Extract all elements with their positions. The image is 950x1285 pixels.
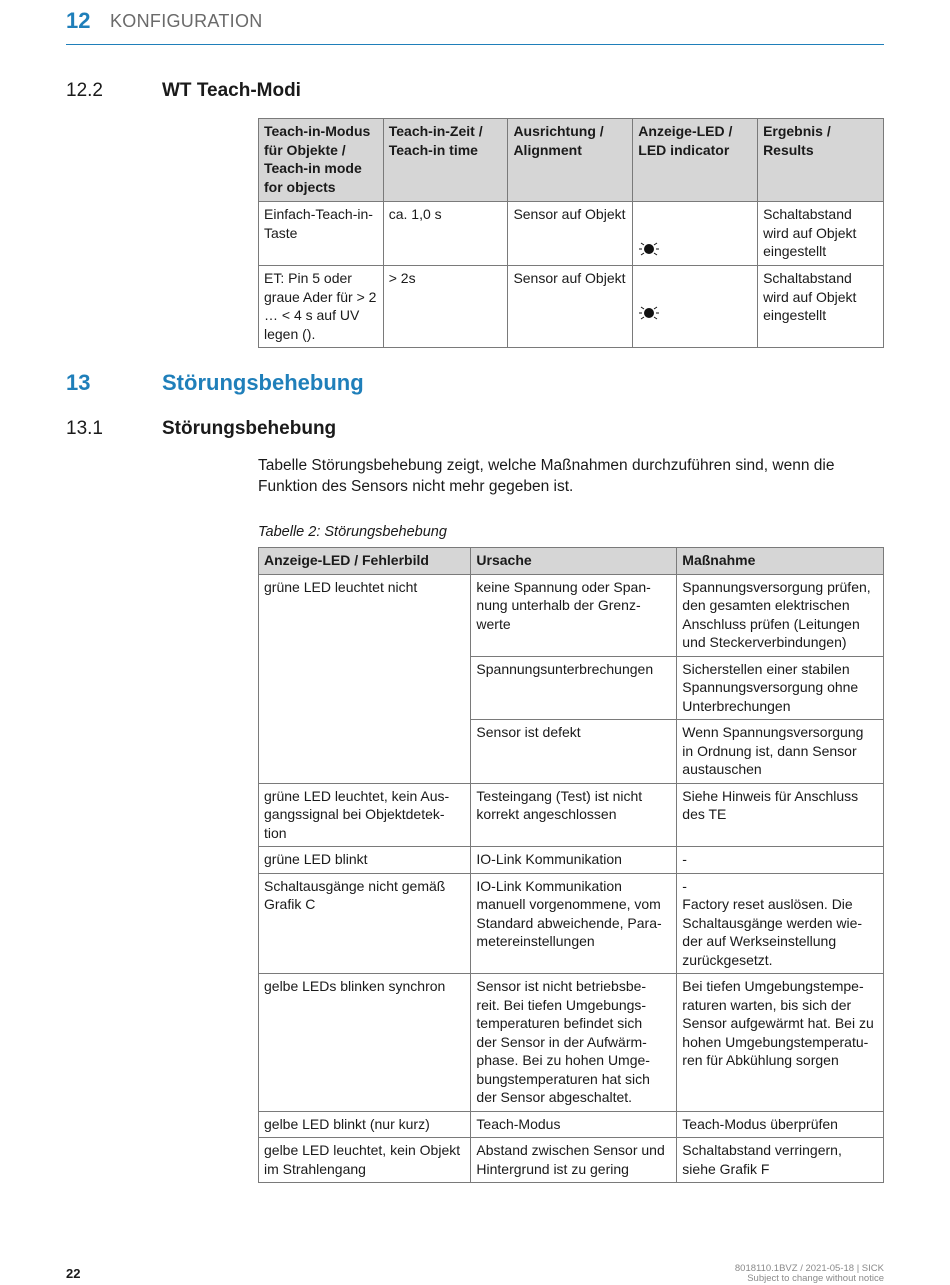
table-row bbox=[259, 974, 884, 1112]
section-13-1-title: Störungsbehebung bbox=[162, 418, 337, 439]
led-indicator-icon bbox=[638, 288, 660, 302]
fault-cell: gelbe LED blinkt (nur kurz) bbox=[259, 1111, 471, 1138]
action-cell: Wenn Spannungsversorgung in Ordnung ist, dann Sensor austauschen bbox=[677, 720, 884, 784]
table-row bbox=[259, 847, 884, 874]
table-row bbox=[259, 202, 884, 266]
action-cell: Teach-Modus überprüfen bbox=[677, 1111, 884, 1138]
cause-cell: Teach-Modus bbox=[471, 1111, 677, 1138]
section-13-1-number: 13.1 bbox=[66, 418, 103, 439]
table-row bbox=[259, 574, 884, 656]
led-cell bbox=[633, 202, 758, 266]
table-row bbox=[259, 1138, 884, 1183]
result-cell: Schaltabstand wird auf Objekt eingestellt bbox=[758, 266, 884, 348]
chapter-13-number: 13 bbox=[66, 370, 91, 395]
teach-modes-table bbox=[258, 118, 884, 348]
table-header-row bbox=[259, 548, 884, 575]
led-indicator-icon bbox=[638, 224, 660, 238]
header-cell: Anzeige-LED / LED indicator bbox=[633, 119, 758, 202]
action-cell: Siehe Hinweis für Anschluss des TE bbox=[677, 783, 884, 847]
chapter-number: 12 bbox=[66, 8, 91, 33]
cause-cell: Spannungsunterbrechungen bbox=[471, 656, 677, 720]
troubleshooting-table bbox=[258, 547, 884, 1183]
table-row bbox=[259, 266, 884, 348]
intro-paragraph: Tabelle Störungsbehebung zeigt, welche Maßnahmen durchzuführen sind, wenn die Funktion des Sensors nicht mehr gegeben ist. bbox=[258, 457, 835, 495]
cause-cell: keine Spannung oder Span- nung unterhalb der Grenz- werte bbox=[471, 574, 677, 656]
cause-cell: Abstand zwischen Sensor und Hintergrund ist zu gering bbox=[471, 1138, 677, 1183]
footer-info bbox=[600, 1264, 884, 1284]
cause-cell: IO-Link Kommunikation bbox=[471, 847, 677, 874]
cause-cell: IO-Link Kommunikation manuell vorgenommene, vom Standard abweichende, Para- metereinstellungen bbox=[471, 873, 677, 974]
result-cell: Schaltabstand wird auf Objekt eingestellt bbox=[758, 202, 884, 266]
fault-cell: gelbe LED leuchtet, kein Objekt im Strahlengang bbox=[259, 1138, 471, 1183]
table-caption: Tabelle 2: Störungsbehebung bbox=[258, 524, 447, 540]
cause-cell: Sensor ist nicht betriebsbe- reit. Bei tiefen Umgebungs- temperaturen befindet sich der Sensor in der Aufwärm- phase. Bei zu hohen Umge- bungstemperaturen hat sich der Sensor abgeschaltet. bbox=[471, 974, 677, 1112]
table-row bbox=[259, 873, 884, 974]
fault-cell: Schaltausgänge nicht gemäß Grafik C bbox=[259, 873, 471, 974]
fault-cell: grüne LED leuchtet, kein Aus- gangssignal bei Objektdetek- tion bbox=[259, 783, 471, 847]
teach-time-cell: > 2s bbox=[383, 266, 508, 348]
change-notice: Subject to change without notice bbox=[747, 1273, 884, 1284]
action-cell: Schaltabstand verringern, siehe Grafik F bbox=[677, 1138, 884, 1183]
alignment-cell: Sensor auf Objekt bbox=[508, 202, 633, 266]
header-cell: Ausrichtung / Alignment bbox=[508, 119, 633, 202]
action-cell: - Factory reset auslösen. Die Schaltausgänge werden wie- der auf Werkseinstellung zurückgesetzt. bbox=[677, 873, 884, 974]
teach-time-cell: ca. 1,0 s bbox=[383, 202, 508, 266]
header-cell: Anzeige-LED / Fehlerbild bbox=[259, 548, 471, 575]
alignment-cell: Sensor auf Objekt bbox=[508, 266, 633, 348]
action-cell: Spannungsversorgung prüfen, den gesamten elektrischen Anschluss prüfen (Leitungen und Steckerverbindungen) bbox=[677, 574, 884, 656]
fault-cell: grüne LED blinkt bbox=[259, 847, 471, 874]
fault-cell: gelbe LEDs blinken synchron bbox=[259, 974, 471, 1112]
fault-cell: grüne LED leuchtet nicht bbox=[259, 574, 471, 783]
chapter-13-title: Störungsbehebung bbox=[162, 370, 364, 395]
cause-cell: Sensor ist defekt bbox=[471, 720, 677, 784]
action-cell: Bei tiefen Umgebungstempe- raturen warten, bis sich der Sensor aufgewärmt hat. Bei zu hohen Umgebungstemperatu- ren für Abkühlung sorgen bbox=[677, 974, 884, 1112]
table-header-row bbox=[259, 119, 884, 202]
header-cell: Maßnahme bbox=[677, 548, 884, 575]
action-cell: - bbox=[677, 847, 884, 874]
header-cell: Ursache bbox=[471, 548, 677, 575]
teach-mode-cell: ET: Pin 5 oder graue Ader für > 2 … < 4 s auf UV legen (). bbox=[259, 266, 384, 348]
teach-mode-cell: Einfach-Teach-in-Taste bbox=[259, 202, 384, 266]
led-cell bbox=[633, 266, 758, 348]
doc-info: 8018110.1BVZ / 2021-05-18 | SICK bbox=[734, 1263, 884, 1274]
action-cell: Sicherstellen einer stabilen Spannungsversorgung ohne Unterbrechungen bbox=[677, 656, 884, 720]
section-12-2-number: 12.2 bbox=[66, 80, 103, 101]
table-row bbox=[259, 1111, 884, 1138]
table-row bbox=[259, 783, 884, 847]
header-cell: Ergebnis / Results bbox=[758, 119, 884, 202]
header-cell: Teach-in-Modus für Objekte / Teach-in mode for objects bbox=[259, 119, 384, 202]
page-number: 22 bbox=[66, 1266, 81, 1281]
header-rule bbox=[66, 44, 884, 45]
chapter-title: KONFIGURATION bbox=[110, 11, 263, 31]
cause-cell: Testeingang (Test) ist nicht korrekt angeschlossen bbox=[471, 783, 677, 847]
header-cell: Teach-in-Zeit / Teach-in time bbox=[383, 119, 508, 202]
section-12-2-title: WT Teach-Modi bbox=[162, 80, 301, 101]
